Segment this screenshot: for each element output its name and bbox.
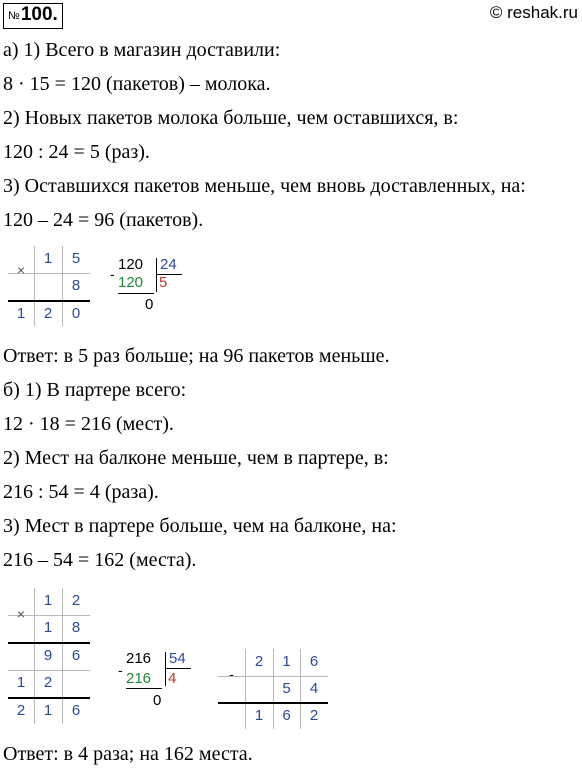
part-b-line-3: 2) Мест на балконе меньше, чем в партере, в:	[3, 447, 389, 469]
remainder: 0	[145, 296, 154, 313]
minus-sign: -	[229, 666, 234, 682]
part-a-line-4: 120 : 24 = 5 (раз).	[3, 141, 150, 163]
digit: 2	[43, 674, 53, 691]
digit: 1	[254, 707, 264, 724]
part-b-division	[118, 650, 198, 722]
quotient: 4	[168, 670, 177, 687]
part-b-line-2: 12 · 18 = 216 (мест).	[3, 413, 174, 435]
digit: 1	[16, 674, 26, 691]
digit: 5	[71, 250, 81, 267]
task-number-badge: №100.	[3, 3, 63, 29]
digit: 8	[71, 277, 81, 294]
digit: 6	[71, 647, 81, 664]
divisor: 24	[160, 256, 177, 273]
subtrahend: 216	[126, 670, 152, 687]
site-watermark: © reshak.ru	[489, 3, 578, 22]
digit: 2	[71, 592, 81, 609]
digit: 5	[282, 680, 291, 697]
digit: 1	[16, 305, 26, 322]
part-b-line-1: б) 1) В партере всего:	[3, 379, 187, 401]
digit: 8	[71, 619, 81, 636]
digit: 0	[71, 305, 81, 322]
digit: 4	[309, 680, 319, 697]
part-a-line-5: 3) Оставшихся пакетов меньше, чем вновь доставленных, на:	[3, 175, 526, 197]
dividend: 216	[126, 650, 152, 667]
part-b-subtraction	[218, 649, 328, 729]
divisor: 54	[169, 650, 186, 667]
part-b-line-5: 3) Мест в партере больше, чем на балконе, на:	[3, 515, 397, 537]
digit: 2	[16, 702, 26, 719]
part-a-answer: Ответ: в 5 раз больше; на 96 пакетов меньше.	[3, 345, 390, 367]
digit: 9	[43, 647, 53, 664]
multiply-sign: ×	[16, 606, 26, 622]
part-b-answer: Ответ: в 4 раза; на 162 места.	[3, 743, 253, 765]
minus-sign: -	[118, 662, 123, 678]
digit: 6	[71, 702, 81, 719]
multiply-sign: ×	[16, 262, 26, 278]
digit: 2	[43, 305, 53, 322]
task-number: 100.	[20, 4, 58, 25]
quotient: 5	[159, 274, 168, 291]
part-a-division	[110, 256, 190, 328]
minus-sign: -	[110, 266, 115, 282]
part-a-line-6: 120 – 24 = 96 (пакетов).	[3, 209, 204, 231]
digit: 6	[282, 707, 291, 724]
subtrahend: 120	[118, 274, 144, 291]
digit: 2	[309, 707, 319, 724]
digit: 2	[254, 653, 264, 670]
part-a-line-2: 8 · 15 = 120 (пакетов) – молока.	[3, 73, 271, 95]
part-b-multiplication	[8, 588, 90, 724]
part-b-line-6: 216 – 54 = 162 (места).	[3, 549, 197, 571]
digit: 1	[43, 619, 53, 636]
part-b-line-4: 216 : 54 = 4 (раза).	[3, 481, 159, 503]
digit: 1	[43, 702, 53, 719]
digit: 1	[43, 250, 53, 267]
header	[0, 0, 582, 30]
part-a-multiplication	[8, 246, 90, 326]
digit: 6	[309, 653, 319, 670]
digit: 1	[43, 592, 53, 609]
part-a-line-3: 2) Новых пакетов молока больше, чем оставшихся, в:	[3, 107, 459, 129]
part-a-line-1: а) 1) Всего в магазин доставили:	[3, 39, 281, 61]
digit: 1	[282, 653, 291, 670]
remainder: 0	[153, 692, 162, 709]
dividend: 120	[118, 256, 144, 273]
